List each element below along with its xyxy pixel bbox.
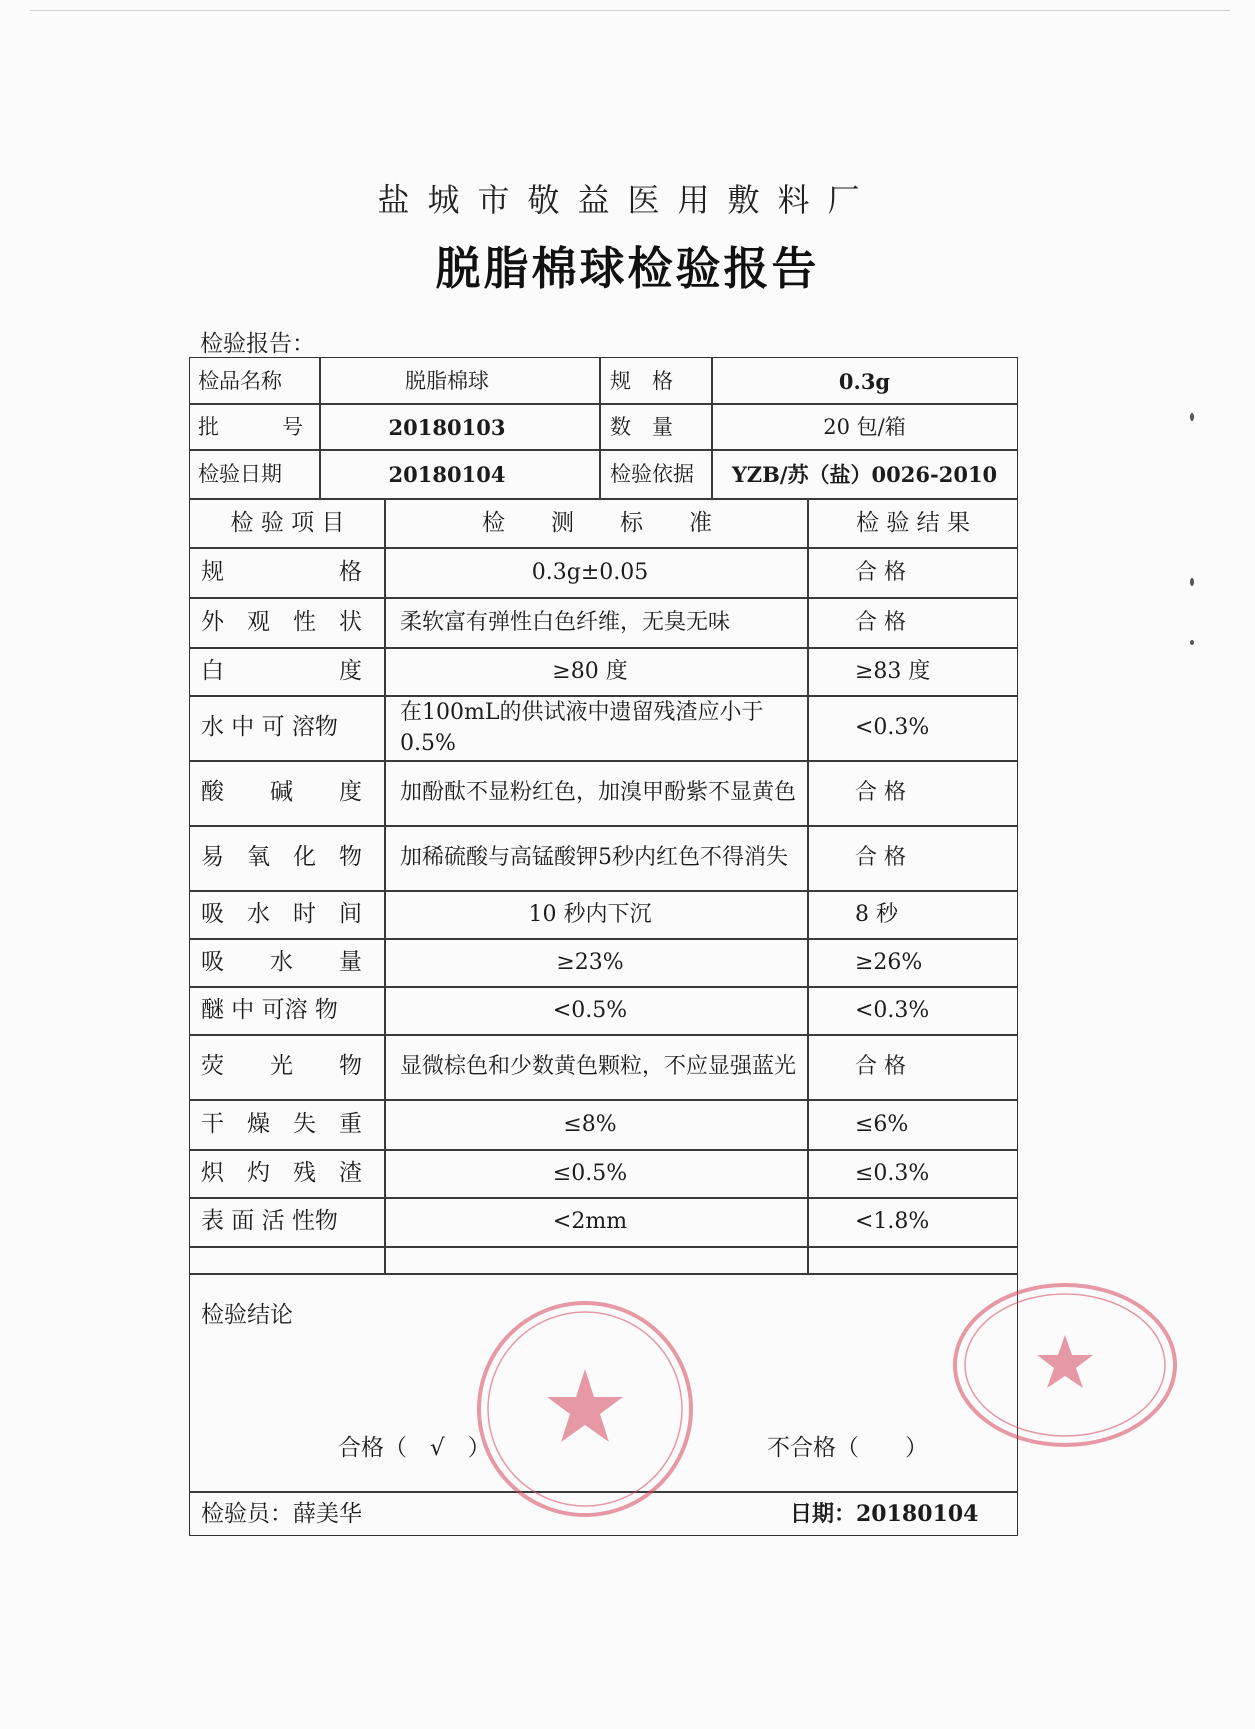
column-header-standard: 检 测 标 准: [482, 509, 712, 536]
spec-label: 规 格: [610, 368, 673, 393]
scan-speck: [1190, 640, 1194, 645]
row-standard: 柔软富有弹性白色纤维，无臭无味: [400, 609, 731, 635]
report-label: 检验报告：: [200, 331, 315, 357]
row-result: 合 格: [855, 1054, 906, 1079]
row-result: <1.8%: [855, 1209, 930, 1234]
column-header-item: 检 验 项 目: [230, 509, 345, 536]
fail-checkbox: 不合格（ ）: [767, 1434, 928, 1461]
row-item: 干 燥 失 重: [201, 1110, 362, 1137]
row-standard: 在100mL的供试液中遗留残渣应小于0.5%: [400, 699, 764, 756]
conclusion-label: 检验结论: [201, 1301, 293, 1328]
row-standard: ≤0.5%: [552, 1160, 628, 1186]
product-label: 检品名称: [198, 368, 282, 393]
row-result: ≥83 度: [855, 658, 931, 684]
row-standard: 显微棕色和少数黄色颗粒，不应显强蓝光: [400, 1054, 797, 1079]
quantity-label: 数 量: [610, 414, 673, 439]
left-company-seal: [473, 1297, 697, 1521]
row-item: 白 度: [201, 657, 362, 684]
right-company-seal: [950, 1280, 1180, 1450]
row-standard: 加酚酞不显粉红色，加溴甲酚紫不显黄色: [400, 780, 797, 805]
row-result: ≤6%: [855, 1111, 909, 1137]
row-item: 醚 中 可溶 物: [201, 996, 338, 1023]
quantity-value: 20 包/箱: [823, 414, 906, 439]
row-result: 8 秒: [855, 901, 898, 927]
row-item: 吸 水 量: [201, 948, 362, 975]
row-item: 外 观 性 状: [201, 608, 362, 635]
row-item: 荧 光 物: [201, 1053, 362, 1079]
inspection-date: 日期：20180104: [790, 1500, 979, 1527]
report-title: 脱脂棉球检验报告: [435, 242, 820, 295]
row-standard: ≥23%: [556, 949, 624, 975]
row-result: 合 格: [855, 609, 906, 635]
date-value: 20180104: [388, 461, 506, 487]
basis-value: YZB/苏（盐）0026-2010: [731, 461, 998, 487]
row-item: 酸 碱 度: [201, 779, 362, 805]
batch-value: 20180103: [388, 414, 506, 440]
company-name: 盐城市敬益医用敷料厂: [377, 181, 878, 219]
spec-value: 0.3g: [838, 368, 891, 394]
row-result: ≤0.3%: [855, 1160, 930, 1186]
inspector-name: 检验员：薛美华: [201, 1500, 362, 1527]
row-result: ≥26%: [855, 949, 923, 975]
product-value: 脱脂棉球: [405, 368, 489, 393]
row-standard: 0.3g±0.05: [531, 559, 649, 585]
row-standard: ≥80 度: [552, 658, 628, 684]
scan-edge-line: [30, 10, 1230, 11]
row-item: 易 氧 化 物: [201, 844, 362, 870]
pass-checkbox: 合格（ √ ）: [338, 1434, 491, 1461]
row-item: 表 面 活 性物: [201, 1208, 338, 1234]
row-item: 炽 灼 残 渣: [201, 1159, 362, 1186]
row-item: 水 中 可 溶物: [201, 714, 338, 740]
scan-speck: [1190, 578, 1194, 586]
row-standard: ≤8%: [563, 1111, 617, 1137]
row-item: 规 格: [201, 558, 362, 585]
column-header-result: 检 验 结 果: [856, 509, 970, 536]
row-result: 合 格: [855, 845, 906, 870]
scan-speck: [1190, 413, 1194, 421]
row-result: <0.3%: [855, 997, 930, 1023]
row-item: 吸 水 时 间: [201, 900, 362, 927]
row-standard: 10 秒内下沉: [528, 901, 652, 927]
basis-label: 检验依据: [610, 461, 694, 486]
date-label: 检验日期: [198, 461, 282, 486]
batch-label: 批 号: [198, 414, 303, 439]
row-result: 合 格: [855, 559, 906, 585]
row-result: 合 格: [855, 780, 906, 805]
row-standard: 加稀硫酸与高锰酸钾5秒内红色不得消失: [400, 845, 788, 870]
row-standard: <0.5%: [552, 997, 628, 1023]
row-standard: <2mm: [552, 1209, 628, 1234]
row-result: <0.3%: [855, 715, 930, 740]
